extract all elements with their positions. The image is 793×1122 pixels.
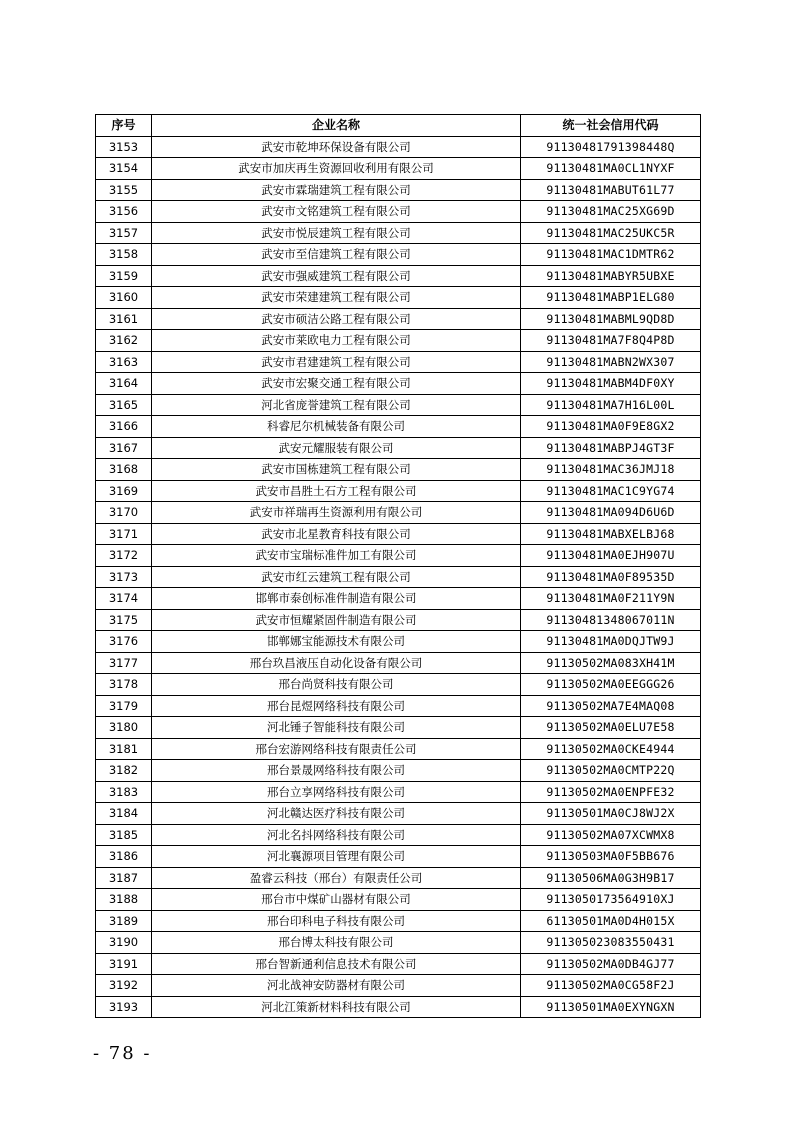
row-company-name: 武安市祥瑞再生资源利用有限公司 <box>152 502 521 524</box>
table-row <box>96 652 701 674</box>
row-serial: 3162 <box>96 330 152 352</box>
table-row <box>96 158 701 180</box>
table-row <box>96 717 701 739</box>
row-credit-code: 91130481MA0F211Y9N <box>521 588 701 610</box>
row-serial: 3184 <box>96 803 152 825</box>
row-credit-code: 91130502MA0ENPFE32 <box>521 781 701 803</box>
table-row <box>96 222 701 244</box>
row-company-name: 邢台景晟网络科技有限公司 <box>152 760 521 782</box>
row-serial: 3178 <box>96 674 152 696</box>
table-row <box>96 781 701 803</box>
row-company-name: 邢台玖昌液压自动化设备有限公司 <box>152 652 521 674</box>
row-credit-code: 91130502MA0CKE4944 <box>521 738 701 760</box>
row-company-name: 武安元耀服装有限公司 <box>152 437 521 459</box>
row-serial: 3177 <box>96 652 152 674</box>
page-number: - 78 - <box>93 1043 152 1064</box>
row-credit-code: 91130481MAC1C9YG74 <box>521 480 701 502</box>
table-row <box>96 803 701 825</box>
row-serial: 3161 <box>96 308 152 330</box>
row-serial: 3166 <box>96 416 152 438</box>
table-row <box>96 394 701 416</box>
row-serial: 3172 <box>96 545 152 567</box>
table-row <box>96 609 701 631</box>
row-credit-code: 91130481MABPJ4GT3F <box>521 437 701 459</box>
row-company-name: 河北赣达医疗科技有限公司 <box>152 803 521 825</box>
row-credit-code: 91130502MA0DB4GJ77 <box>521 953 701 975</box>
row-credit-code: 91130481MAC25XG69D <box>521 201 701 223</box>
row-credit-code: 91130481MA0F89535D <box>521 566 701 588</box>
row-credit-code: 91130481MABM4DF0XY <box>521 373 701 395</box>
row-credit-code: 91130481MA0F9E8GX2 <box>521 416 701 438</box>
row-credit-code: 91130502MA0CG58F2J <box>521 975 701 997</box>
row-serial: 3187 <box>96 867 152 889</box>
row-credit-code: 91130502MA07XCWMX8 <box>521 824 701 846</box>
row-company-name: 河北江策新材料科技有限公司 <box>152 996 521 1018</box>
row-serial: 3191 <box>96 953 152 975</box>
row-serial: 3175 <box>96 609 152 631</box>
row-credit-code: 91130502MA7E4MAQ08 <box>521 695 701 717</box>
table-row <box>96 416 701 438</box>
table-row <box>96 287 701 309</box>
table-row <box>96 695 701 717</box>
table-row <box>96 910 701 932</box>
row-serial: 3156 <box>96 201 152 223</box>
row-serial: 3159 <box>96 265 152 287</box>
table-body <box>96 136 701 1018</box>
row-company-name: 河北名抖网络科技有限公司 <box>152 824 521 846</box>
row-company-name: 武安市宏聚交通工程有限公司 <box>152 373 521 395</box>
table-row <box>96 738 701 760</box>
table-row <box>96 201 701 223</box>
row-company-name: 武安市荣建建筑工程有限公司 <box>152 287 521 309</box>
table-row <box>96 545 701 567</box>
row-company-name: 邢台智新通利信息技术有限公司 <box>152 953 521 975</box>
row-serial: 3173 <box>96 566 152 588</box>
row-credit-code: 61130501MA0D4H015X <box>521 910 701 932</box>
row-company-name: 武安市莱欧电力工程有限公司 <box>152 330 521 352</box>
row-credit-code: 91130481MA7F8Q4P8D <box>521 330 701 352</box>
row-company-name: 武安市加庆再生资源回收利用有限公司 <box>152 158 521 180</box>
table-header-row <box>96 115 701 137</box>
row-company-name: 邯郸娜宝能源技术有限公司 <box>152 631 521 653</box>
row-credit-code: 91130506MA0G3H9B17 <box>521 867 701 889</box>
row-credit-code: 91130503MA0F5BB676 <box>521 846 701 868</box>
row-credit-code: 91130501MA0EXYNGXN <box>521 996 701 1018</box>
row-company-name: 武安市恒耀紧固件制造有限公司 <box>152 609 521 631</box>
row-company-name: 武安市强威建筑工程有限公司 <box>152 265 521 287</box>
row-credit-code: 91130501MA0CJ8WJ2X <box>521 803 701 825</box>
row-serial: 3186 <box>96 846 152 868</box>
row-company-name: 武安市霖瑞建筑工程有限公司 <box>152 179 521 201</box>
table-row <box>96 373 701 395</box>
row-serial: 3189 <box>96 910 152 932</box>
table-row <box>96 244 701 266</box>
header-credit-code: 统一社会信用代码 <box>521 115 701 137</box>
row-company-name: 河北锤子智能科技有限公司 <box>152 717 521 739</box>
row-credit-code: 91130481MA0DQJTW9J <box>521 631 701 653</box>
row-company-name: 邢台宏游网络科技有限责任公司 <box>152 738 521 760</box>
row-serial: 3183 <box>96 781 152 803</box>
row-company-name: 邢台博太科技有限公司 <box>152 932 521 954</box>
row-company-name: 武安市至信建筑工程有限公司 <box>152 244 521 266</box>
row-credit-code: 91130502MA083XH41M <box>521 652 701 674</box>
row-company-name: 河北战神安防器材有限公司 <box>152 975 521 997</box>
row-serial: 3188 <box>96 889 152 911</box>
row-serial: 3192 <box>96 975 152 997</box>
table-row <box>96 953 701 975</box>
row-company-name: 武安市君建建筑工程有限公司 <box>152 351 521 373</box>
row-credit-code: 91130481348067011N <box>521 609 701 631</box>
row-serial: 3168 <box>96 459 152 481</box>
row-serial: 3155 <box>96 179 152 201</box>
row-serial: 3174 <box>96 588 152 610</box>
row-serial: 3153 <box>96 136 152 158</box>
row-serial: 3164 <box>96 373 152 395</box>
table-row <box>96 867 701 889</box>
row-credit-code: 91130481MABN2WX307 <box>521 351 701 373</box>
row-company-name: 邯郸市泰创标准件制造有限公司 <box>152 588 521 610</box>
row-credit-code: 91130502MA0EEGGG26 <box>521 674 701 696</box>
row-serial: 3157 <box>96 222 152 244</box>
row-serial: 3176 <box>96 631 152 653</box>
row-serial: 3170 <box>96 502 152 524</box>
table-row <box>96 459 701 481</box>
row-credit-code: 91130481MABYR5UBXE <box>521 265 701 287</box>
table-row <box>96 824 701 846</box>
header-company-name: 企业名称 <box>152 115 521 137</box>
table-row <box>96 502 701 524</box>
row-credit-code: 91130481791398448Q <box>521 136 701 158</box>
row-serial: 3180 <box>96 717 152 739</box>
row-company-name: 邢台印科电子科技有限公司 <box>152 910 521 932</box>
row-company-name: 武安市北星教育科技有限公司 <box>152 523 521 545</box>
table-row <box>96 179 701 201</box>
table-row <box>96 588 701 610</box>
row-company-name: 武安市昌胜土石方工程有限公司 <box>152 480 521 502</box>
table-row <box>96 566 701 588</box>
row-company-name: 邢台市中煤矿山器材有限公司 <box>152 889 521 911</box>
row-credit-code: 91130481MAC36JMJ18 <box>521 459 701 481</box>
enterprise-table <box>95 114 701 1018</box>
table-row <box>96 308 701 330</box>
row-credit-code: 91130502MA0CMTP22Q <box>521 760 701 782</box>
row-serial: 3185 <box>96 824 152 846</box>
row-credit-code: 91130481MA7H16L00L <box>521 394 701 416</box>
row-company-name: 武安市乾坤环保设备有限公司 <box>152 136 521 158</box>
row-company-name: 河北襄源项目管理有限公司 <box>152 846 521 868</box>
row-credit-code: 91130481MA094D6U6D <box>521 502 701 524</box>
row-company-name: 武安市硕洁公路工程有限公司 <box>152 308 521 330</box>
table-row <box>96 932 701 954</box>
row-company-name: 盈睿云科技（邢台）有限责任公司 <box>152 867 521 889</box>
header-serial: 序号 <box>96 115 152 137</box>
row-credit-code: 91130481MABP1ELG80 <box>521 287 701 309</box>
row-credit-code: 91130481MA0CL1NYXF <box>521 158 701 180</box>
row-serial: 3169 <box>96 480 152 502</box>
row-credit-code: 91130481MA0EJH907U <box>521 545 701 567</box>
row-credit-code: 91130502MA0ELU7E58 <box>521 717 701 739</box>
row-company-name: 科睿尼尔机械装备有限公司 <box>152 416 521 438</box>
table-row <box>96 846 701 868</box>
table-row <box>96 136 701 158</box>
row-company-name: 武安市文铭建筑工程有限公司 <box>152 201 521 223</box>
row-company-name: 河北省庞誉建筑工程有限公司 <box>152 394 521 416</box>
row-serial: 3160 <box>96 287 152 309</box>
row-serial: 3154 <box>96 158 152 180</box>
row-serial: 3163 <box>96 351 152 373</box>
row-serial: 3190 <box>96 932 152 954</box>
table-row <box>96 437 701 459</box>
row-serial: 3181 <box>96 738 152 760</box>
row-company-name: 邢台昆煜网络科技有限公司 <box>152 695 521 717</box>
table-row <box>96 265 701 287</box>
table-row <box>96 889 701 911</box>
row-serial: 3171 <box>96 523 152 545</box>
row-credit-code: 91130481MAC1DMTR62 <box>521 244 701 266</box>
row-credit-code: 91130481MABXELBJ68 <box>521 523 701 545</box>
table-row <box>96 351 701 373</box>
row-serial: 3193 <box>96 996 152 1018</box>
row-serial: 3165 <box>96 394 152 416</box>
row-company-name: 武安市国栋建筑工程有限公司 <box>152 459 521 481</box>
row-company-name: 武安市悦辰建筑工程有限公司 <box>152 222 521 244</box>
table-row <box>96 330 701 352</box>
table-row <box>96 760 701 782</box>
table-row <box>96 996 701 1018</box>
row-company-name: 武安市红云建筑工程有限公司 <box>152 566 521 588</box>
row-credit-code: 91130481MABML9QD8D <box>521 308 701 330</box>
row-company-name: 邢台尚贤科技有限公司 <box>152 674 521 696</box>
table-row <box>96 631 701 653</box>
row-credit-code: 911305023083550431 <box>521 932 701 954</box>
row-serial: 3182 <box>96 760 152 782</box>
row-serial: 3179 <box>96 695 152 717</box>
row-credit-code: 9113050173564910XJ <box>521 889 701 911</box>
table-row <box>96 523 701 545</box>
table-row <box>96 480 701 502</box>
row-company-name: 邢台立享网络科技有限公司 <box>152 781 521 803</box>
row-credit-code: 91130481MAC25UKC5R <box>521 222 701 244</box>
row-company-name: 武安市宝瑞标准件加工有限公司 <box>152 545 521 567</box>
table-row <box>96 674 701 696</box>
table-row <box>96 975 701 997</box>
row-serial: 3167 <box>96 437 152 459</box>
row-serial: 3158 <box>96 244 152 266</box>
row-credit-code: 91130481MABUT61L77 <box>521 179 701 201</box>
